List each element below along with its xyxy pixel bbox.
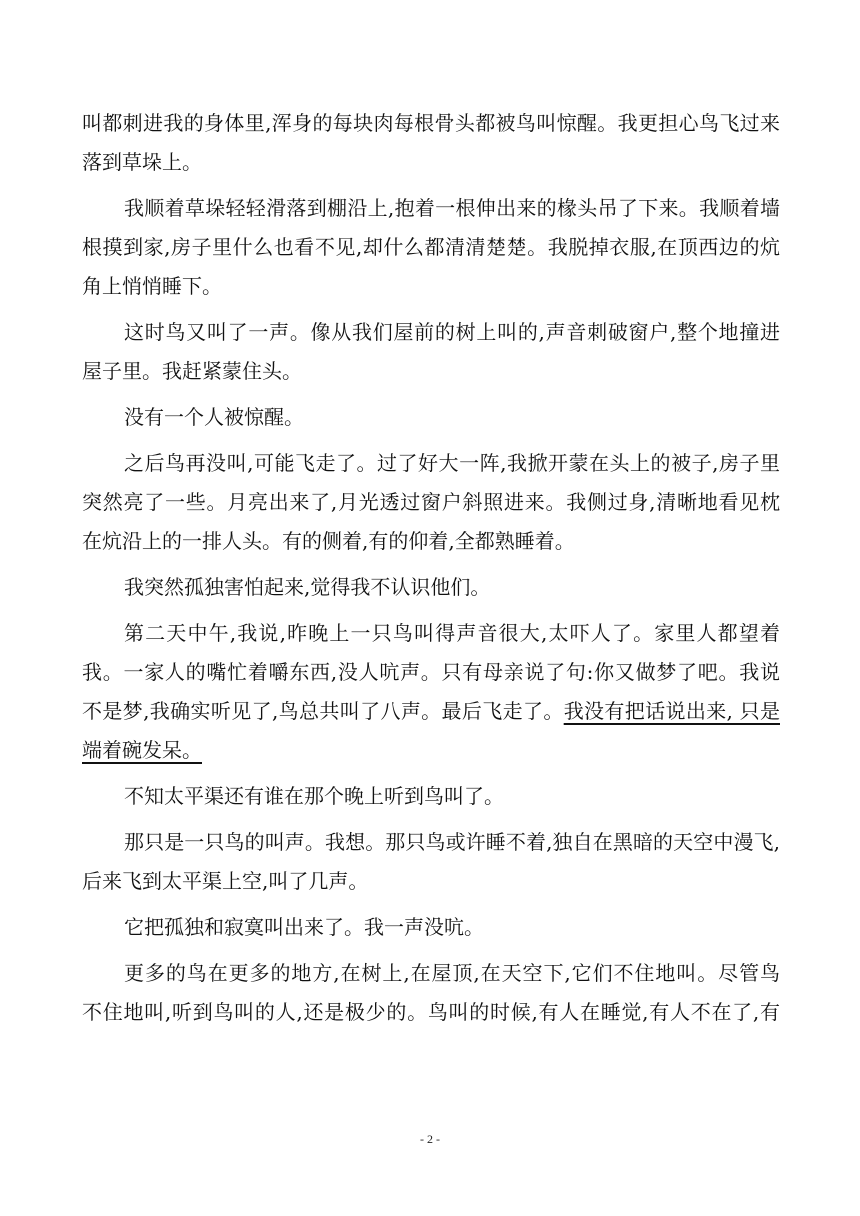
text-segment: 不是梦,我确实听见了,鸟总共叫了八声。最后飞走了。 <box>82 699 564 723</box>
document-body <box>82 104 780 1032</box>
text-line: 在炕沿上的一排人头。有的侧着,有的仰着,全都熟睡着。 <box>82 529 575 553</box>
paragraph <box>82 189 780 306</box>
text-line: 落到草垛上。 <box>82 150 202 174</box>
text-line <box>82 731 780 770</box>
paragraph <box>82 398 780 437</box>
text-line: 我突然孤独害怕起来,觉得我不认识他们。 <box>124 575 491 599</box>
text-line: 屋子里。我赶紧蒙住头。 <box>82 359 302 383</box>
text-line: 那只是一只鸟的叫声。我想。那只鸟或许睡不着,独自在黑暗的天空中漫飞, <box>124 830 780 854</box>
text-line: 我。一家人的嘴忙着嚼东西,没人吭声。只有母亲说了句:你又做梦了吧。我说 <box>82 660 780 684</box>
text-line: 之后鸟再没叫,可能飞走了。过了好大一阵,我掀开蒙在头上的被子,房子里 <box>124 451 780 475</box>
paragraph <box>82 823 780 901</box>
page-number: - 2 - <box>420 1132 440 1146</box>
paragraph <box>82 444 780 561</box>
paragraph <box>82 954 780 1032</box>
text-line: 第二天中午,我说,昨晚上一只鸟叫得声音很大,太吓人了。家里人都望着 <box>124 621 780 645</box>
text-line <box>82 692 780 731</box>
text-line: 更多的鸟在更多的地方,在树上,在屋顶,在天空下,它们不住地叫。尽管鸟 <box>124 961 780 985</box>
text-line: 叫都刺进我的身体里,浑身的每块肉每根骨头都被鸟叫惊醒。我更担心鸟飞过来 <box>82 111 780 135</box>
text-line: 这时鸟又叫了一声。像从我们屋前的树上叫的,声音刺破窗户,整个地撞进 <box>124 320 780 344</box>
text-line: 我顺着草垛轻轻滑落到棚沿上,抱着一根伸出来的椽头吊了下来。我顺着墙 <box>124 196 780 220</box>
paragraph <box>82 313 780 391</box>
paragraph <box>82 908 780 947</box>
underlined-sentence: 我没有把话说出来, 只是 <box>563 699 780 723</box>
text-line: 没有一个人被惊醒。 <box>124 405 304 429</box>
text-line: 突然亮了一些。月亮出来了,月光透过窗户斜照进来。我侧过身,清晰地看见枕 <box>82 490 780 514</box>
text-line: 不住地叫,听到鸟叫的人,还是极少的。鸟叫的时候,有人在睡觉,有人不在了,有 <box>82 1000 780 1024</box>
paragraph <box>82 614 780 770</box>
text-line: 根摸到家,房子里什么也看不见,却什么都清清楚楚。我脱掉衣服,在顶西边的炕 <box>82 235 780 259</box>
paragraph <box>82 104 780 182</box>
paragraph <box>82 777 780 816</box>
paragraph <box>82 568 780 607</box>
text-line: 不知太平渠还有谁在那个晚上听到鸟叫了。 <box>124 784 504 808</box>
underlined-sentence: 端着碗发呆。 <box>82 738 202 762</box>
text-line: 角上悄悄睡下。 <box>82 274 222 298</box>
text-line: 后来飞到太平渠上空,叫了几声。 <box>82 869 369 893</box>
text-line: 它把孤独和寂寞叫出来了。我一声没吭。 <box>124 915 484 939</box>
